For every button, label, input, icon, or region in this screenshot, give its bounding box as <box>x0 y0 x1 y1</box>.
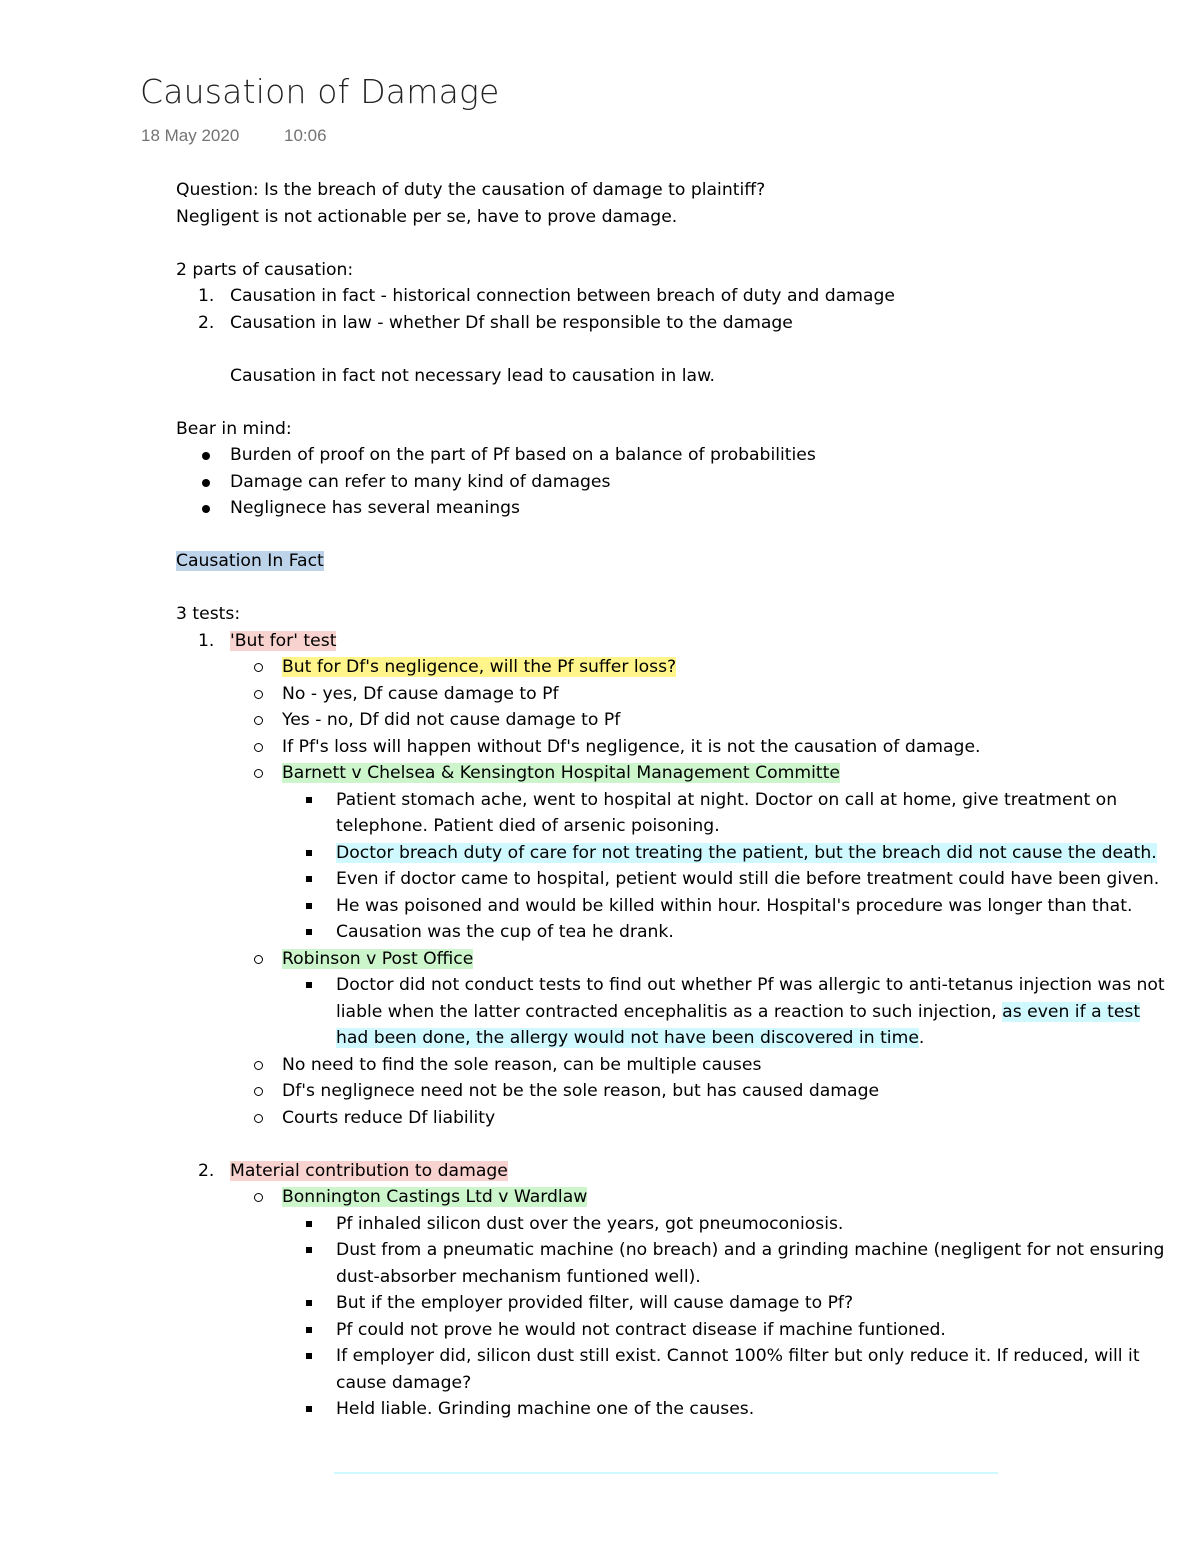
list-item <box>282 1396 1166 1423</box>
square-bullet-icon <box>306 797 312 803</box>
list-item-text: Causation in fact - historical connection between breach of duty and damage <box>230 286 895 306</box>
test1-sublist <box>230 654 1166 1131</box>
circle-bullet-icon <box>254 690 263 699</box>
tests-heading: 3 tests: <box>176 604 241 624</box>
circle-bullet-icon <box>254 769 263 778</box>
bullet-icon <box>202 452 210 460</box>
bear-heading: Bear in mind: <box>176 418 292 439</box>
circle-bullet-icon <box>254 743 263 752</box>
parts-heading: 2 parts of causation: <box>176 259 354 280</box>
list-item <box>230 681 1166 708</box>
list-item-text: But for Df's negligence, will the Pf suffer loss? <box>282 657 677 677</box>
case-name: Bonnington Castings Ltd v Wardlaw <box>282 1187 588 1207</box>
list-item-text: No need to find the sole reason, can be multiple causes <box>282 1054 762 1075</box>
list-item-text: Causation was the cup of tea he drank. <box>336 922 674 942</box>
list-item-text: If employer did, silicon dust still exist. Cannot 100% filter but only reduce it. If reduced, will it cause damage? <box>336 1346 1140 1393</box>
list-item <box>282 866 1166 893</box>
square-bullet-icon <box>306 903 312 909</box>
square-bullet-icon <box>306 929 312 935</box>
case-facts <box>282 1211 1166 1423</box>
list-number: 2. <box>198 1160 215 1181</box>
list-item-text: Yes - no, Df did not cause damage to Pf <box>282 710 621 730</box>
list-item-text: Courts reduce Df liability <box>282 1107 496 1128</box>
list-item <box>282 1211 1166 1238</box>
list-item-text: Patient stomach ache, went to hospital at night. Doctor on call at home, give treatment on telephone. Patient died of arsenic poisoning. <box>336 789 1118 836</box>
list-item-text: Damage can refer to many kind of damages <box>230 471 611 492</box>
list-item-text: Even if doctor came to hospital, petient would still die before treatment could have been given. <box>336 869 1160 889</box>
list-item <box>282 787 1166 840</box>
circle-bullet-icon <box>254 1061 263 1070</box>
list-item <box>230 734 1166 761</box>
square-bullet-icon <box>306 1221 312 1227</box>
case-name: Barnett v Chelsea & Kensington Hospital Management Committe <box>282 763 840 783</box>
case-facts <box>282 972 1166 1052</box>
square-bullet-icon <box>306 1247 312 1253</box>
test-title: 'But for' test <box>230 630 337 651</box>
test2-sublist <box>230 1184 1166 1423</box>
list-item <box>282 919 1166 946</box>
note-body <box>176 177 1166 1423</box>
list-item <box>230 654 1166 681</box>
negligent-line: Negligent is not actionable per se, have to prove damage. <box>176 206 678 227</box>
section-heading: Causation In Fact <box>176 551 324 571</box>
list-item-text: Pf inhaled silicon dust over the years, got pneumoconiosis. <box>336 1213 844 1234</box>
list-item-text: Doctor did not conduct tests to find out whether Pf was allergic to anti-tetanus injection was not liable when the latter contracted encephalitis as a reaction to such injection, <box>336 975 1165 1022</box>
list-item <box>176 495 1166 522</box>
case-facts <box>282 787 1166 946</box>
list-item-text: Causation in law - whether Df shall be responsible to the damage <box>230 312 793 333</box>
tests-list <box>176 628 1166 1423</box>
list-item <box>282 1237 1166 1290</box>
parts-list <box>176 283 1166 336</box>
bullet-icon <box>202 479 210 487</box>
list-item <box>282 893 1166 920</box>
list-item-text: No - yes, Df cause damage to Pf <box>282 683 559 704</box>
bear-list <box>176 442 1166 522</box>
square-bullet-icon <box>306 1353 312 1359</box>
case-name: Robinson v Post Office <box>282 948 474 969</box>
list-item-text: Held liable. Grinding machine one of the causes. <box>336 1399 755 1419</box>
parts-note: Causation in fact not necessary lead to causation in law. <box>230 365 716 386</box>
highlight-underline <box>334 1472 998 1474</box>
list-item <box>282 840 1166 867</box>
case-item <box>230 760 1166 946</box>
list-item <box>230 1078 1166 1105</box>
square-bullet-icon <box>306 1300 312 1306</box>
list-number: 1. <box>198 286 215 306</box>
page-title: Causation of Damage <box>140 72 500 111</box>
circle-bullet-icon <box>254 1087 263 1096</box>
page-date: 18 May 2020 <box>141 126 240 145</box>
list-item-end: . <box>918 1028 925 1048</box>
list-item-highlight: as even if a test had been done, the allergy would not have been discovered in time <box>336 1001 1141 1048</box>
list-item <box>282 1343 1166 1396</box>
square-bullet-icon <box>306 1327 312 1333</box>
test-title: Material contribution to damage <box>230 1160 508 1181</box>
list-item <box>282 1317 1166 1344</box>
circle-bullet-icon <box>254 663 263 672</box>
list-item <box>230 1105 1166 1132</box>
square-bullet-icon <box>306 1406 312 1412</box>
list-item <box>282 1290 1166 1317</box>
list-item <box>176 469 1166 496</box>
test-item <box>176 1158 1166 1423</box>
case-item <box>230 946 1166 1052</box>
list-item-text: If Pf's loss will happen without Df's negligence, it is not the causation of damage. <box>282 736 981 757</box>
list-item-text: He was poisoned and would be killed within hour. Hospital's procedure was longer than that. <box>336 895 1133 916</box>
question-line: Question: Is the breach of duty the causation of damage to plaintiff? <box>176 180 766 200</box>
test-item <box>176 628 1166 1158</box>
case-item <box>230 1184 1166 1423</box>
list-item-text: Dust from a pneumatic machine (no breach) and a grinding machine (negligent for not ensuring dust-absorber mechanism funtioned well). <box>336 1240 1165 1287</box>
list-item-text: Burden of proof on the part of Pf based on a balance of probabilities <box>230 445 816 465</box>
list-item-text: But if the employer provided filter, will cause damage to Pf? <box>336 1293 854 1313</box>
circle-bullet-icon <box>254 1193 263 1202</box>
circle-bullet-icon <box>254 955 263 964</box>
list-number: 1. <box>198 630 215 651</box>
list-item <box>230 707 1166 734</box>
page-time: 10:06 <box>284 126 327 145</box>
list-item <box>282 972 1166 1052</box>
bullet-icon <box>202 505 210 513</box>
square-bullet-icon <box>306 876 312 882</box>
list-item-text: Doctor breach duty of care for not treating the patient, but the breach did not cause the death. <box>336 842 1157 863</box>
circle-bullet-icon <box>254 716 263 725</box>
list-item <box>176 442 1166 469</box>
circle-bullet-icon <box>254 1114 263 1123</box>
list-item-text: Neglignece has several meanings <box>230 498 520 518</box>
list-item <box>176 283 1166 310</box>
square-bullet-icon <box>306 850 312 856</box>
square-bullet-icon <box>306 982 312 988</box>
list-number: 2. <box>198 312 215 333</box>
list-item-text: Df's neglignece need not be the sole reason, but has caused damage <box>282 1081 880 1101</box>
list-item <box>176 310 1166 337</box>
list-item-text: Pf could not prove he would not contract disease if machine funtioned. <box>336 1319 946 1340</box>
list-item <box>230 1052 1166 1079</box>
